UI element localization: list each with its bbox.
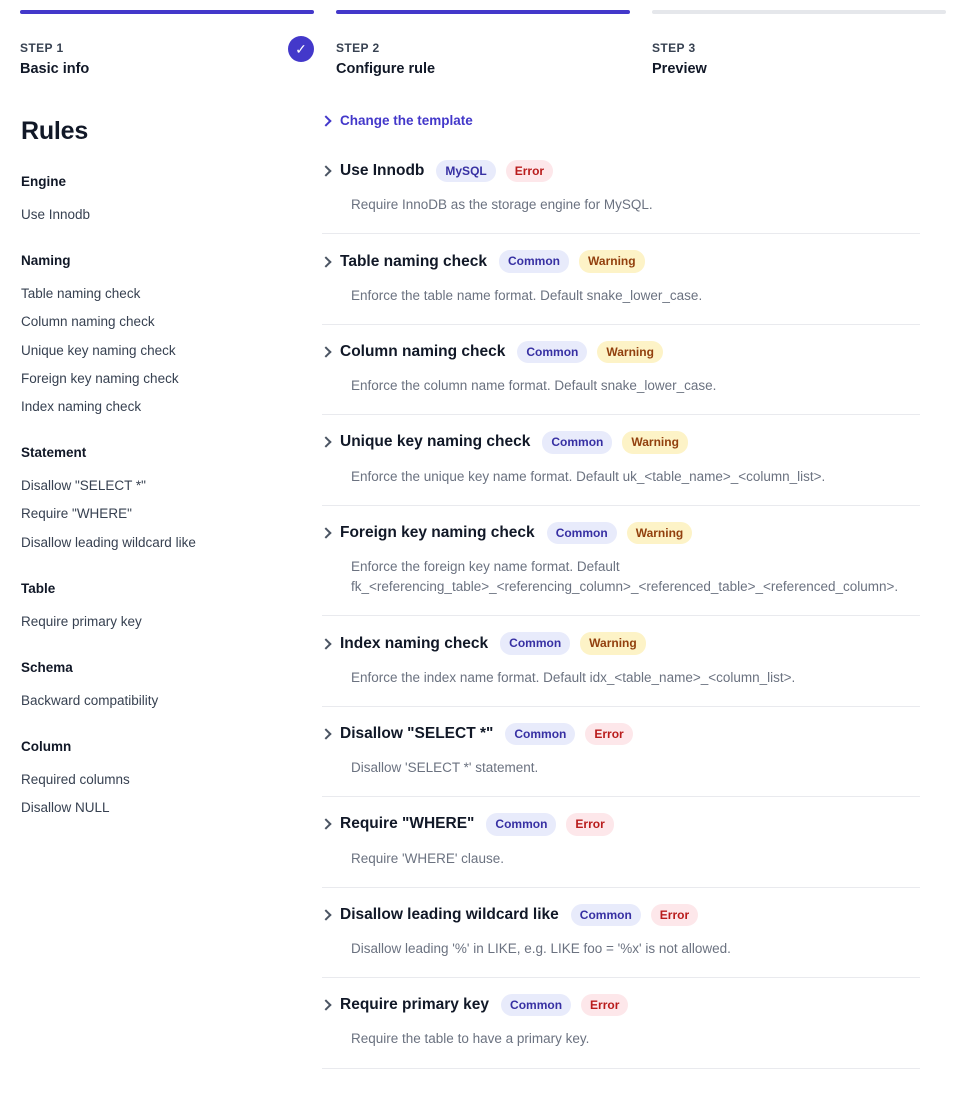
- rule-badge-common: Common: [542, 431, 612, 453]
- sidebar-item-use-innodb[interactable]: Use Innodb: [21, 207, 91, 222]
- rule-title: Disallow leading wildcard like: [340, 905, 559, 923]
- sidebar-group-title: Schema: [21, 659, 73, 675]
- sidebar-group: [21, 660, 270, 715]
- chevron-right-icon: [320, 819, 331, 830]
- chevron-right-icon: [320, 115, 331, 126]
- sidebar-item-backward-compatibility[interactable]: Backward compatibility: [21, 692, 159, 708]
- rule-badge-common: Common: [571, 904, 641, 926]
- step-title: Basic info: [20, 61, 90, 77]
- step-3[interactable]: [652, 10, 946, 77]
- chevron-right-icon: [320, 346, 331, 357]
- rule-description: Enforce the index name format. Default idx_<table_name>_<column_list>.: [351, 669, 796, 685]
- sidebar-group: [21, 445, 270, 557]
- rule-title: Foreign key naming check: [340, 523, 535, 541]
- step-label: STEP 3: [652, 41, 696, 55]
- rule-header[interactable]: [322, 341, 920, 363]
- rule-badge-warning: Warning: [597, 341, 663, 363]
- rule-badge-error: Error: [566, 813, 613, 835]
- rule-badge-common: Common: [501, 994, 571, 1016]
- rule-title: Column naming check: [340, 342, 506, 360]
- rule-item: [322, 415, 920, 505]
- step-progress-bar: [20, 10, 314, 14]
- rule-header[interactable]: [322, 431, 920, 453]
- rule-badge-common: Common: [547, 522, 617, 544]
- step-progress-bar: [652, 10, 946, 14]
- step-label: STEP 1: [20, 41, 64, 55]
- rule-description: Disallow 'SELECT *' statement.: [351, 760, 539, 776]
- rule-title: Index naming check: [340, 634, 489, 652]
- chevron-right-icon: [320, 437, 331, 448]
- rule-title: Require "WHERE": [340, 815, 475, 833]
- rule-description: Require the table to have a primary key.: [351, 1031, 590, 1047]
- rule-badge-common: Common: [500, 632, 570, 654]
- step-complete-icon: ✓: [288, 36, 314, 62]
- rule-description: Enforce the foreign key name format. Default fk_<referencing_table>_<referencing_column>_<referenced_table>_<referenced_column>.: [351, 558, 899, 595]
- rule-header[interactable]: [322, 813, 920, 835]
- rule-item: [322, 797, 920, 887]
- rule-description: Require InnoDB as the storage engine for MySQL.: [351, 197, 653, 213]
- sidebar-group: [21, 253, 270, 421]
- step-progress-bar: [336, 10, 630, 14]
- rule-badge-common: Common: [486, 813, 556, 835]
- sidebar-group-title: Naming: [21, 253, 71, 269]
- rule-badge-warning: Warning: [580, 632, 646, 654]
- rule-badge-engine: MySQL: [436, 160, 495, 182]
- rule-header[interactable]: [322, 160, 920, 182]
- sidebar-item-foreign-key-naming-check[interactable]: Foreign key naming check: [21, 370, 179, 386]
- chevron-right-icon: [320, 638, 331, 649]
- rule-header[interactable]: [322, 994, 920, 1016]
- sidebar-item-require-where[interactable]: Require "WHERE": [21, 506, 132, 522]
- rule-title: Require primary key: [340, 996, 490, 1014]
- rule-description: Enforce the table name format. Default snake_lower_case.: [351, 287, 703, 303]
- page-title: Rules: [21, 117, 89, 145]
- rule-item: [322, 616, 920, 706]
- rule-description: Enforce the unique key name format. Default uk_<table_name>_<column_list>.: [351, 468, 826, 484]
- rule-title: Unique key naming check: [340, 433, 531, 451]
- rules-main: [290, 77, 966, 1109]
- sidebar-group: [21, 581, 270, 636]
- rule-title: Use Innodb: [340, 162, 425, 180]
- sidebar-item-required-columns[interactable]: Required columns: [21, 772, 130, 788]
- sidebar-group: [21, 739, 270, 822]
- rule-item: [322, 234, 920, 324]
- rule-badge-error: Error: [581, 994, 628, 1016]
- sidebar-item-unique-key-naming-check[interactable]: Unique key naming check: [21, 342, 176, 358]
- sidebar-item-disallow-leading-wildcard-like[interactable]: Disallow leading wildcard like: [21, 534, 196, 550]
- page-layout: [0, 77, 966, 1109]
- change-template-link[interactable]: [322, 113, 920, 128]
- rule-header[interactable]: [322, 250, 920, 272]
- rules-sidebar: [0, 77, 290, 862]
- rule-description: Disallow leading '%' in LIKE, e.g. LIKE foo = '%x' is not allowed.: [351, 940, 731, 956]
- step-title: Configure rule: [336, 61, 436, 77]
- rule-badge-common: Common: [505, 723, 575, 745]
- sidebar-group-title: Statement: [21, 445, 87, 461]
- rule-item: [322, 158, 920, 234]
- rule-item: [322, 325, 920, 415]
- rule-item: [322, 888, 920, 978]
- step-2[interactable]: [336, 10, 630, 77]
- rule-header[interactable]: [322, 522, 920, 544]
- sidebar-group-title: Table: [21, 580, 56, 596]
- sidebar-group-title: Column: [21, 739, 72, 755]
- rule-header[interactable]: [322, 904, 920, 926]
- rule-badge-warning: Warning: [627, 522, 693, 544]
- chevron-right-icon: [320, 527, 331, 538]
- chevron-right-icon: [320, 728, 331, 739]
- sidebar-item-disallow-select[interactable]: Disallow "SELECT *": [21, 478, 146, 494]
- rule-badge-warning: Warning: [579, 250, 645, 272]
- rule-header[interactable]: [322, 632, 920, 654]
- rule-description: Enforce the column name format. Default snake_lower_case.: [351, 378, 717, 394]
- sidebar-item-require-primary-key[interactable]: Require primary key: [21, 613, 142, 629]
- chevron-right-icon: [320, 1000, 331, 1011]
- step-1[interactable]: [20, 10, 314, 77]
- rule-list: [322, 158, 920, 1069]
- rule-title: Disallow "SELECT *": [340, 724, 494, 742]
- sidebar-group-title: Engine: [21, 174, 67, 189]
- rule-badge-warning: Warning: [622, 431, 688, 453]
- step-title: Preview: [652, 61, 707, 77]
- sidebar-item-disallow-null[interactable]: Disallow NULL: [21, 800, 110, 816]
- chevron-right-icon: [320, 165, 331, 176]
- rule-item: [322, 506, 920, 617]
- sidebar-group: [21, 174, 270, 229]
- rule-badge-error: Error: [506, 160, 553, 182]
- rule-header[interactable]: [322, 723, 920, 745]
- rule-badge-common: Common: [499, 250, 569, 272]
- sidebar-item-table-naming-check[interactable]: Table naming check: [21, 286, 141, 302]
- rule-item: [322, 978, 920, 1068]
- change-template-label: Change the template: [340, 113, 473, 128]
- sidebar-item-column-naming-check[interactable]: Column naming check: [21, 314, 155, 330]
- rule-item: [322, 707, 920, 797]
- rule-description: Require 'WHERE' clause.: [351, 850, 504, 866]
- rule-title: Table naming check: [340, 252, 488, 270]
- rule-badge-common: Common: [517, 341, 587, 363]
- step-label: STEP 2: [336, 41, 380, 55]
- rule-badge-error: Error: [651, 904, 698, 926]
- chevron-right-icon: [320, 909, 331, 920]
- stepper: [0, 10, 966, 77]
- sidebar-item-index-naming-check[interactable]: Index naming check: [21, 398, 142, 414]
- chevron-right-icon: [320, 256, 331, 267]
- rule-badge-error: Error: [585, 723, 632, 745]
